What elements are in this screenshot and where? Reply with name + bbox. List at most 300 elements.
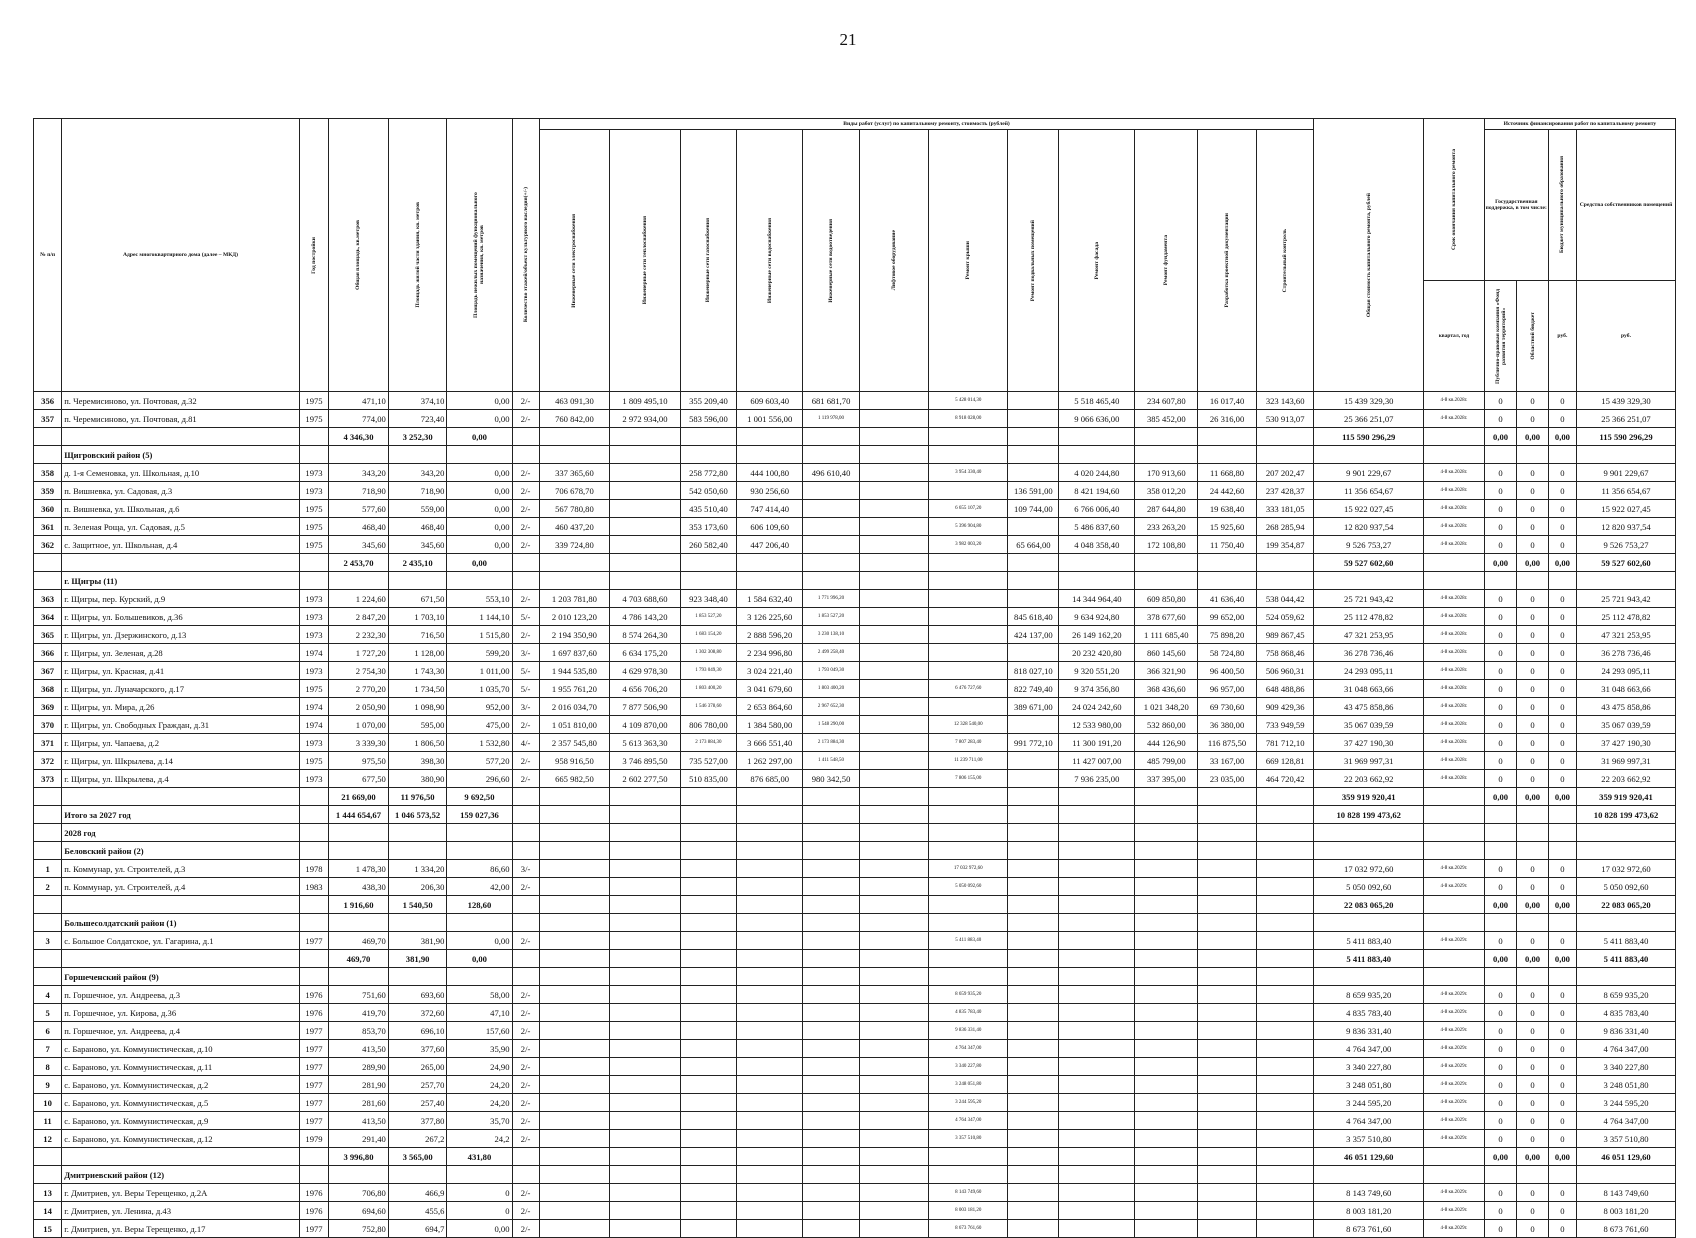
row-num: 362 <box>34 536 62 554</box>
total-empty-cell <box>512 896 539 914</box>
row-own-funds: 15 439 329,30 <box>1577 392 1676 410</box>
row-fund: 0 <box>1484 536 1517 554</box>
row-living-area: 1 806,50 <box>388 734 447 752</box>
section-empty-cell <box>329 842 389 860</box>
row-total-area: 2 754,30 <box>329 662 389 680</box>
row-work-ct: 989 867,45 <box>1256 626 1314 644</box>
row-own-funds: 5 050 092,60 <box>1577 878 1676 896</box>
row-work-fd: 485 799,00 <box>1135 752 1198 770</box>
total-empty-cell <box>859 806 928 824</box>
row-work-sw: 2 173 884,30 <box>803 734 859 752</box>
section-empty-cell <box>1256 572 1314 590</box>
table-row <box>34 410 1676 428</box>
total-empty-cell <box>859 554 928 572</box>
row-num: 365 <box>34 626 62 644</box>
row-total-cost: 4 764 347,00 <box>1314 1112 1424 1130</box>
row-year: 1979 <box>299 1130 328 1148</box>
row-num: 360 <box>34 500 62 518</box>
row-work-gs: 542 050,60 <box>680 482 736 500</box>
row-year: 1976 <box>299 1184 328 1202</box>
row-total-area: 1 478,30 <box>329 860 389 878</box>
total-empty-cell <box>1059 806 1135 824</box>
header-basement: Ремонт подвальных помещений <box>1008 130 1059 392</box>
row-work-fd <box>1135 1184 1198 1202</box>
total-num-cell <box>34 788 62 806</box>
row-work-fd <box>1135 1130 1198 1148</box>
row-work-fc: 12 533 980,00 <box>1059 716 1135 734</box>
row-work-sw <box>803 1184 859 1202</box>
row-address: п. Зеленая Роща, ул. Садовая, д.5 <box>62 518 300 536</box>
row-work-bs: 389 671,00 <box>1008 698 1059 716</box>
row-total-cost: 12 820 937,54 <box>1314 518 1424 536</box>
row-work-fc: 5 518 465,40 <box>1059 392 1135 410</box>
row-fund: 0 <box>1484 1130 1517 1148</box>
row-own-funds: 3 244 595,20 <box>1577 1094 1676 1112</box>
row-work-rf: 6 476 727,60 <box>929 680 1008 698</box>
row-address: п. Черемисиново, ул. Почтовая, д.32 <box>62 392 300 410</box>
total-empty-cell <box>1059 1148 1135 1166</box>
row-nonliving-area: 1 515,80 <box>447 626 512 644</box>
row-work-ct <box>1256 1094 1314 1112</box>
row-work-ds <box>1198 1058 1257 1076</box>
section-empty-cell <box>1517 842 1548 860</box>
section-empty-cell <box>329 968 389 986</box>
row-work-bs <box>1008 1094 1059 1112</box>
row-work-lf <box>859 590 928 608</box>
row-municipal: 0 <box>1548 626 1576 644</box>
row-work-gs: 735 527,00 <box>680 752 736 770</box>
row-work-el <box>539 1094 610 1112</box>
total-num-cell <box>34 896 62 914</box>
section-empty-cell <box>1198 824 1257 842</box>
row-work-lf <box>859 1130 928 1148</box>
section-empty-cell <box>1059 914 1135 932</box>
row-work-rf: 7 807 283,40 <box>929 734 1008 752</box>
section-empty-cell <box>1008 968 1059 986</box>
row-work-bs <box>1008 518 1059 536</box>
row-regional: 0 <box>1517 770 1548 788</box>
row-living-area: 1 703,10 <box>388 608 447 626</box>
section-empty-cell <box>1135 1166 1198 1184</box>
row-work-fc <box>1059 1130 1135 1148</box>
section-empty-cell <box>1135 572 1198 590</box>
total-area: 1 916,60 <box>329 896 389 914</box>
row-deadline: 4-й кв.2029г. <box>1424 1202 1485 1220</box>
row-total-area: 419,70 <box>329 1004 389 1022</box>
table-row <box>34 1202 1676 1220</box>
section-empty-cell <box>737 572 803 590</box>
table-row <box>34 482 1676 500</box>
total-cost: 10 828 199 473,62 <box>1314 806 1424 824</box>
row-work-gs: 1 683 154,20 <box>680 626 736 644</box>
row-work-fc: 24 024 242,60 <box>1059 698 1135 716</box>
section-empty-cell <box>1008 572 1059 590</box>
row-work-ct <box>1256 1040 1314 1058</box>
row-total-area: 1 727,20 <box>329 644 389 662</box>
row-municipal: 0 <box>1548 1202 1576 1220</box>
row-work-gs <box>680 878 736 896</box>
table-row <box>34 1058 1676 1076</box>
row-total-cost: 25 721 943,42 <box>1314 590 1424 608</box>
row-work-bs <box>1008 644 1059 662</box>
section-empty-cell <box>1548 1166 1576 1184</box>
row-work-fd: 378 677,60 <box>1135 608 1198 626</box>
section-empty-cell <box>1577 842 1676 860</box>
section-empty-cell <box>803 968 859 986</box>
section-empty-cell <box>1484 842 1517 860</box>
section-empty-cell <box>1548 968 1576 986</box>
row-work-fd: 233 263,20 <box>1135 518 1198 536</box>
row-work-fd <box>1135 932 1198 950</box>
total-own-funds: 46 051 129,60 <box>1577 1148 1676 1166</box>
row-municipal: 0 <box>1548 1058 1576 1076</box>
row-regional: 0 <box>1517 608 1548 626</box>
section-empty-cell <box>929 446 1008 464</box>
row-deadline: 4-й кв.2029г. <box>1424 1004 1485 1022</box>
row-work-lf <box>859 1058 928 1076</box>
row-work-fd <box>1135 986 1198 1004</box>
row-work-wt <box>737 932 803 950</box>
row-work-fd <box>1135 1094 1198 1112</box>
row-work-bs <box>1008 1112 1059 1130</box>
row-municipal: 0 <box>1548 1004 1576 1022</box>
row-work-gs <box>680 1004 736 1022</box>
row-regional: 0 <box>1517 1022 1548 1040</box>
section-empty-cell <box>1059 842 1135 860</box>
table-body <box>34 392 1676 1238</box>
section-label: 2028 год <box>62 824 300 842</box>
row-work-sw <box>803 860 859 878</box>
section-empty-cell <box>610 446 681 464</box>
row-work-rf: 4 764 347,00 <box>929 1112 1008 1130</box>
row-deadline: 4-й кв.2028г. <box>1424 410 1485 428</box>
section-empty-cell <box>737 446 803 464</box>
row-work-sw: 496 610,40 <box>803 464 859 482</box>
row-fund: 0 <box>1484 482 1517 500</box>
total-regional: 0,00 <box>1517 896 1548 914</box>
row-work-ct: 333 181,05 <box>1256 500 1314 518</box>
row-total-cost: 9 901 229,67 <box>1314 464 1424 482</box>
header-total-area: Общая площадь, кв.метров <box>329 119 389 392</box>
row-work-el: 1 697 837,60 <box>539 644 610 662</box>
total-empty-cell <box>737 896 803 914</box>
row-work-gs <box>680 932 736 950</box>
total-fund: 0,00 <box>1484 950 1517 968</box>
row-work-sw: 1 853 527,20 <box>803 608 859 626</box>
total-area: 21 669,00 <box>329 788 389 806</box>
row-work-ht <box>610 932 681 950</box>
row-living-area: 398,30 <box>388 752 447 770</box>
total-label <box>62 554 300 572</box>
row-work-sw: 1 548 290,00 <box>803 716 859 734</box>
row-nonliving-area: 577,20 <box>447 752 512 770</box>
header-year: Год постройки <box>299 119 328 392</box>
row-deadline: 4-й кв.2028г. <box>1424 716 1485 734</box>
row-work-bs <box>1008 932 1059 950</box>
total-num-cell <box>34 1148 62 1166</box>
row-num: 3 <box>34 932 62 950</box>
row-floors: 2/- <box>512 1130 539 1148</box>
section-empty-cell <box>929 842 1008 860</box>
section-empty-cell <box>1256 914 1314 932</box>
row-work-el: 665 982,50 <box>539 770 610 788</box>
section-empty-cell <box>388 842 447 860</box>
total-empty-cell <box>1008 1148 1059 1166</box>
row-address: г. Щигры, ул. Мира, д.26 <box>62 698 300 716</box>
row-total-area: 2 847,20 <box>329 608 389 626</box>
row-regional: 0 <box>1517 1004 1548 1022</box>
total-empty-cell <box>680 554 736 572</box>
row-work-ds <box>1198 1076 1257 1094</box>
row-work-ht: 4 703 688,60 <box>610 590 681 608</box>
row-work-fc: 11 300 191,20 <box>1059 734 1135 752</box>
row-municipal: 0 <box>1548 1220 1576 1238</box>
row-fund: 0 <box>1484 464 1517 482</box>
row-total-area: 2 232,30 <box>329 626 389 644</box>
section-row <box>34 446 1676 464</box>
section-empty-cell <box>737 842 803 860</box>
row-living-area: 723,40 <box>388 410 447 428</box>
row-regional: 0 <box>1517 392 1548 410</box>
row-work-ct: 781 712,10 <box>1256 734 1314 752</box>
row-work-ht: 2 602 277,50 <box>610 770 681 788</box>
row-work-sw <box>803 986 859 1004</box>
row-work-ht <box>610 1220 681 1238</box>
row-regional: 0 <box>1517 500 1548 518</box>
row-work-el <box>539 1004 610 1022</box>
row-municipal: 0 <box>1548 644 1576 662</box>
row-num: 11 <box>34 1112 62 1130</box>
row-work-ds <box>1198 1220 1257 1238</box>
row-total-area: 706,80 <box>329 1184 389 1202</box>
row-work-fc: 5 486 837,60 <box>1059 518 1135 536</box>
row-regional: 0 <box>1517 590 1548 608</box>
row-work-ds: 96 957,00 <box>1198 680 1257 698</box>
row-nonliving-area: 0 <box>447 1202 512 1220</box>
section-empty-cell <box>512 914 539 932</box>
row-work-bs: 424 137,00 <box>1008 626 1059 644</box>
row-living-area: 1 743,30 <box>388 662 447 680</box>
row-work-ct: 323 143,60 <box>1256 392 1314 410</box>
row-work-lf <box>859 1112 928 1130</box>
row-floors: 2/- <box>512 1004 539 1022</box>
total-deadline-cell <box>1424 554 1485 572</box>
total-empty-cell <box>680 788 736 806</box>
row-municipal: 0 <box>1548 1130 1576 1148</box>
row-work-gs <box>680 1058 736 1076</box>
row-work-el: 706 678,70 <box>539 482 610 500</box>
header-design: Разработка проектной документации <box>1198 130 1257 392</box>
row-address: д. 1-я Семеновка, ул. Школьная, д.10 <box>62 464 300 482</box>
section-empty-cell <box>1577 824 1676 842</box>
section-empty-cell <box>1256 842 1314 860</box>
row-work-ds: 19 638,40 <box>1198 500 1257 518</box>
row-work-fc: 8 421 194,60 <box>1059 482 1135 500</box>
row-address: с. Бараново, ул. Коммунистическая, д.9 <box>62 1112 300 1130</box>
row-year: 1975 <box>299 536 328 554</box>
total-municipal: 0,00 <box>1548 788 1576 806</box>
row-work-lf <box>859 464 928 482</box>
row-work-fd <box>1135 1112 1198 1130</box>
row-nonliving-area: 1 011,00 <box>447 662 512 680</box>
row-fund: 0 <box>1484 392 1517 410</box>
section-empty-cell <box>1008 824 1059 842</box>
row-deadline: 4-й кв.2029г. <box>1424 860 1485 878</box>
row-work-el: 460 437,20 <box>539 518 610 536</box>
row-municipal: 0 <box>1548 1184 1576 1202</box>
row-work-bs <box>1008 1022 1059 1040</box>
row-work-fd <box>1135 1220 1198 1238</box>
row-work-lf <box>859 1004 928 1022</box>
row-living-area: 377,80 <box>388 1112 447 1130</box>
total-empty-cell <box>803 950 859 968</box>
row-work-el: 1 955 761,20 <box>539 680 610 698</box>
row-work-wt <box>737 1184 803 1202</box>
section-empty-cell <box>610 968 681 986</box>
row-own-funds: 43 475 858,86 <box>1577 698 1676 716</box>
total-label: Итого за 2027 год <box>62 806 300 824</box>
section-empty-cell <box>329 914 389 932</box>
row-total-area: 2 770,20 <box>329 680 389 698</box>
total-empty-cell <box>803 788 859 806</box>
row-total-area: 1 070,00 <box>329 716 389 734</box>
table-row <box>34 1004 1676 1022</box>
total-regional <box>1517 806 1548 824</box>
row-deadline: 4-й кв.2028г. <box>1424 770 1485 788</box>
section-empty-cell <box>1256 1166 1314 1184</box>
row-num: 10 <box>34 1094 62 1112</box>
table-row <box>34 536 1676 554</box>
row-work-gs <box>680 1184 736 1202</box>
section-empty-cell <box>1314 824 1424 842</box>
row-municipal: 0 <box>1548 590 1576 608</box>
row-work-gs <box>680 1094 736 1112</box>
section-empty-cell <box>803 572 859 590</box>
row-work-wt: 2 653 864,60 <box>737 698 803 716</box>
row-work-bs <box>1008 464 1059 482</box>
row-address: с. Бараново, ул. Коммунистическая, д.12 <box>62 1130 300 1148</box>
row-own-funds: 8 143 749,60 <box>1577 1184 1676 1202</box>
row-work-sw: 681 681,70 <box>803 392 859 410</box>
row-work-ct: 464 720,42 <box>1256 770 1314 788</box>
total-empty-cell <box>610 896 681 914</box>
row-own-funds: 4 764 347,00 <box>1577 1112 1676 1130</box>
row-address: г. Щигры, ул. Чапаева, д.2 <box>62 734 300 752</box>
row-floors: 5/- <box>512 680 539 698</box>
total-nonliving-area: 128,60 <box>447 896 512 914</box>
total-living-area: 381,90 <box>388 950 447 968</box>
total-empty-cell <box>610 428 681 446</box>
row-deadline: 4-й кв.2028г. <box>1424 608 1485 626</box>
table-row <box>34 752 1676 770</box>
total-cost: 5 411 883,40 <box>1314 950 1424 968</box>
row-deadline: 4-й кв.2028г. <box>1424 662 1485 680</box>
row-living-area: 377,60 <box>388 1040 447 1058</box>
row-work-wt: 609 603,40 <box>737 392 803 410</box>
row-work-wt <box>737 1040 803 1058</box>
row-work-ct <box>1256 1076 1314 1094</box>
row-municipal: 0 <box>1548 1022 1576 1040</box>
row-work-lf <box>859 734 928 752</box>
row-work-wt: 1 384 580,00 <box>737 716 803 734</box>
total-year-cell <box>299 806 328 824</box>
row-work-rf: 3 954 330,40 <box>929 464 1008 482</box>
table-row <box>34 716 1676 734</box>
section-empty-cell <box>929 1166 1008 1184</box>
total-area: 1 444 654,67 <box>329 806 389 824</box>
row-year: 1977 <box>299 1022 328 1040</box>
row-work-ct <box>1256 1112 1314 1130</box>
row-work-fd <box>1135 1202 1198 1220</box>
row-work-bs <box>1008 1130 1059 1148</box>
row-living-area: 595,00 <box>388 716 447 734</box>
total-empty-cell <box>929 896 1008 914</box>
row-work-bs <box>1008 752 1059 770</box>
row-num: 367 <box>34 662 62 680</box>
row-work-fd: 609 850,80 <box>1135 590 1198 608</box>
row-work-rf <box>929 698 1008 716</box>
row-living-area: 267,2 <box>388 1130 447 1148</box>
row-work-ht: 1 809 495,10 <box>610 392 681 410</box>
row-work-bs <box>1008 1184 1059 1202</box>
row-nonliving-area: 24,20 <box>447 1094 512 1112</box>
row-work-ht: 3 746 895,50 <box>610 752 681 770</box>
row-work-sw <box>803 500 859 518</box>
row-work-gs <box>680 1040 736 1058</box>
row-municipal: 0 <box>1548 878 1576 896</box>
row-deadline: 4-й кв.2029г. <box>1424 1022 1485 1040</box>
row-fund: 0 <box>1484 590 1517 608</box>
section-empty-cell <box>388 914 447 932</box>
row-work-sw: 1 119 978,00 <box>803 410 859 428</box>
row-work-rf <box>929 662 1008 680</box>
row-total-area: 853,70 <box>329 1022 389 1040</box>
row-living-area: 265,00 <box>388 1058 447 1076</box>
total-own-funds: 115 590 296,29 <box>1577 428 1676 446</box>
row-work-gs: 353 173,60 <box>680 518 736 536</box>
row-fund: 0 <box>1484 644 1517 662</box>
row-work-ds <box>1198 932 1257 950</box>
row-work-sw: 1 771 996,20 <box>803 590 859 608</box>
row-year: 1973 <box>299 626 328 644</box>
row-work-sw <box>803 1058 859 1076</box>
row-own-funds: 25 112 478,82 <box>1577 608 1676 626</box>
row-fund: 0 <box>1484 1202 1517 1220</box>
row-work-fd <box>1135 860 1198 878</box>
section-empty-cell <box>1424 446 1485 464</box>
section-empty-cell <box>1059 968 1135 986</box>
row-total-cost: 5 411 883,40 <box>1314 932 1424 950</box>
section-empty-cell <box>1135 824 1198 842</box>
row-work-wt: 3 024 221,40 <box>737 662 803 680</box>
row-work-ct: 524 059,62 <box>1256 608 1314 626</box>
total-municipal <box>1548 806 1576 824</box>
section-empty-cell <box>1577 1166 1676 1184</box>
total-empty-cell <box>680 806 736 824</box>
row-total-cost: 37 427 190,30 <box>1314 734 1424 752</box>
total-empty-cell <box>1256 788 1314 806</box>
row-work-gs: 1 853 527,20 <box>680 608 736 626</box>
section-empty-cell <box>299 842 328 860</box>
subtotal-row <box>34 428 1676 446</box>
section-empty-cell <box>1424 1166 1485 1184</box>
section-empty-cell <box>1135 968 1198 986</box>
row-floors: 2/- <box>512 626 539 644</box>
row-work-ct <box>1256 878 1314 896</box>
total-empty-cell <box>680 896 736 914</box>
row-work-sw <box>803 536 859 554</box>
row-year: 1975 <box>299 752 328 770</box>
